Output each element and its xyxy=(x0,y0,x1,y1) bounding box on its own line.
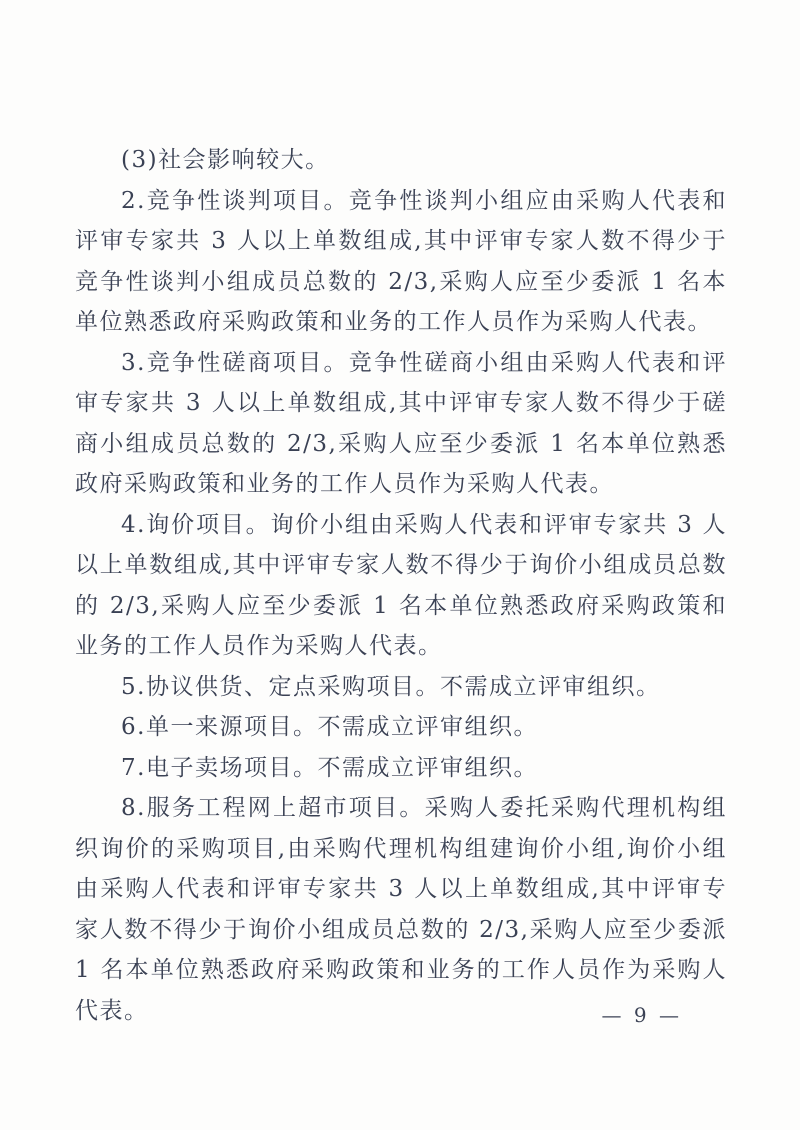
page-number: — 9 — xyxy=(601,1003,682,1027)
paragraph: 7.电子卖场项目。不需成立评审组织。 xyxy=(121,754,538,781)
paragraph: 6.单一来源项目。不需成立评审组织。 xyxy=(121,714,538,740)
paragraph: (3)社会影响较大。 xyxy=(121,147,330,173)
paragraph: 5.协议供货、定点采购项目。不需成立评审组织。 xyxy=(121,673,661,700)
paragraph: 3.竞争性磋商项目。竞争性磋商小组由采购人代表和评审专家共 3 人以上单数组成,其中评审专家人数不得少于磋商小组成员总数的 2/3,采购人应至少委派 1 名本单位熟悉政府采购政策和业务的工作人员作为采购人代表。 xyxy=(75,349,727,497)
document-body xyxy=(75,140,727,1031)
paragraph: 2.竞争性谈判项目。竞争性谈判小组应由采购人代表和评审专家共 3 人以上单数组成,其中评审专家人数不得少于竞争性谈判小组成员总数的 2/3,采购人应至少委派 1 名本单位熟悉政府采购政策和业务的工作人员作为采购人代表。 xyxy=(75,187,727,335)
paragraph: 4.询价项目。询价小组由采购人代表和评审专家共 3 人以上单数组成,其中评审专家人数不得少于询价小组成员总数的 2/3,采购人应至少委派 1 名本单位熟悉政府采购政策和业务的工作人员作为采购人代表。 xyxy=(75,511,727,659)
paragraph: 8.服务工程网上超市项目。采购人委托采购代理机构组织询价的采购项目,由采购代理机构组建询价小组,询价小组由采购人代表和评审专家共 3 人以上单数组成,其中评审专家人数不得少于询价小组成员总数的 2/3,采购人应至少委派 1 名本单位熟悉政府采购政策和业务的工作人员作为采购人代表。 xyxy=(75,795,727,1024)
